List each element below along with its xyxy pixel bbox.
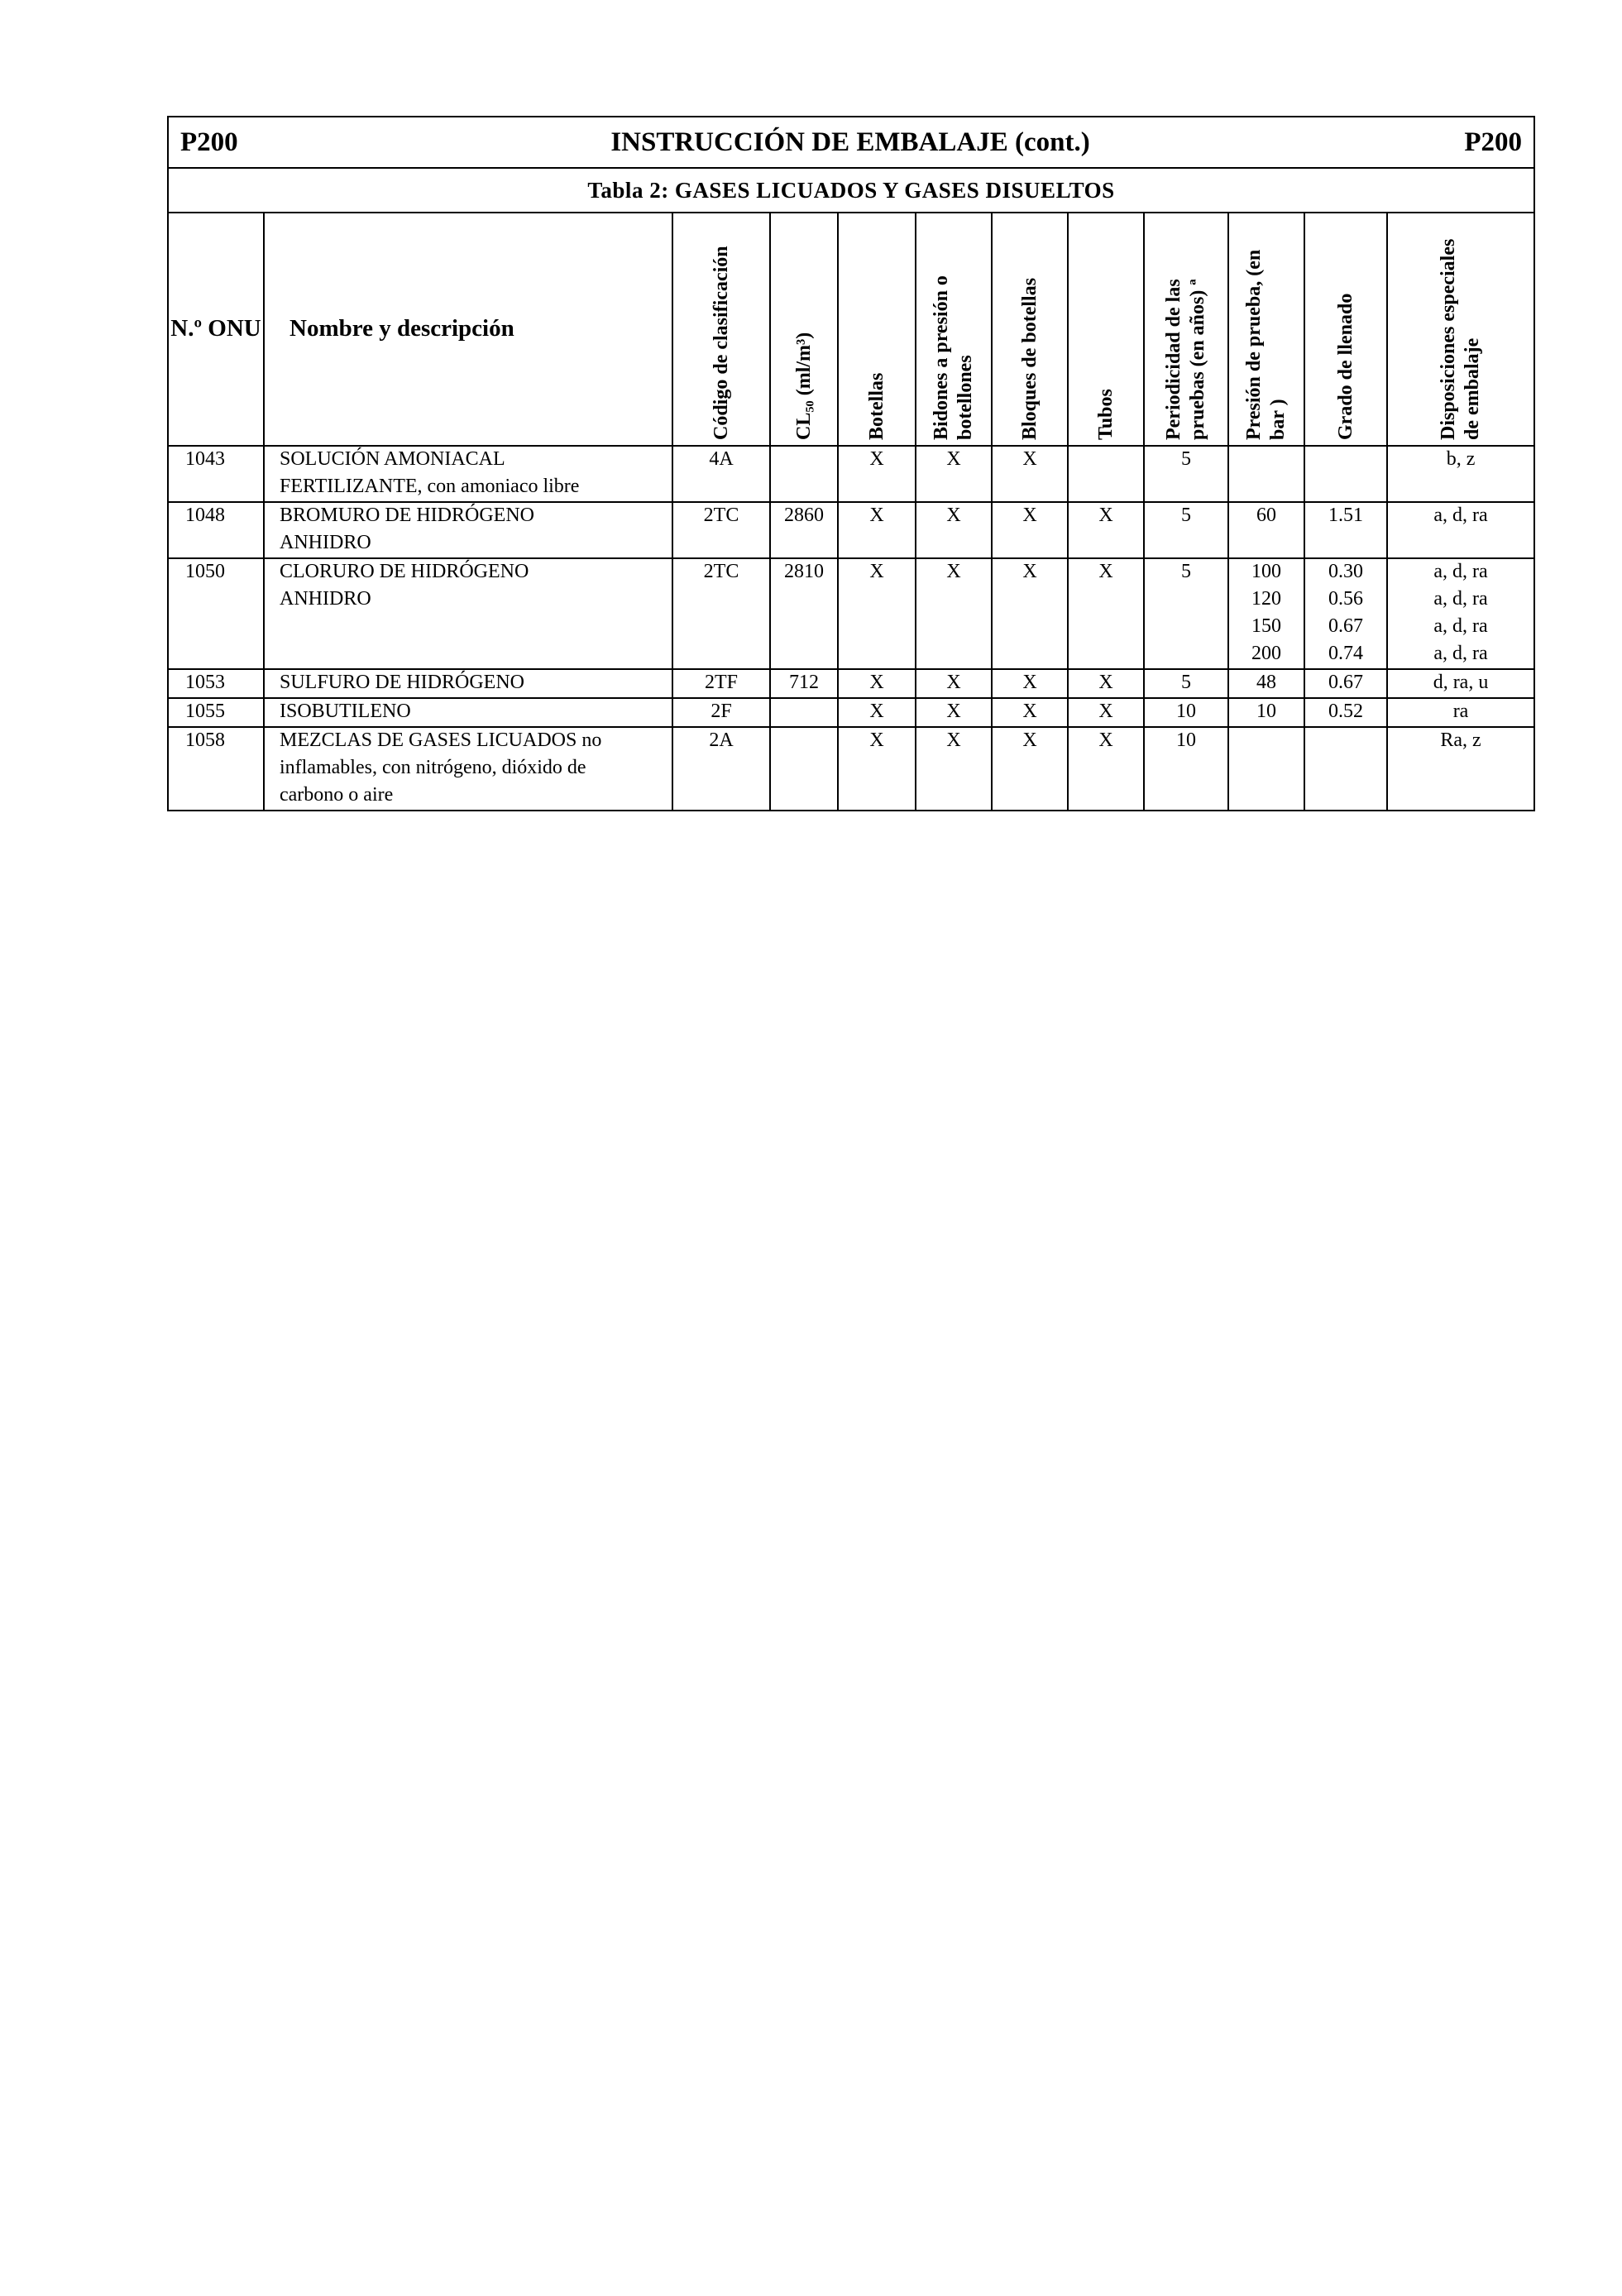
cell-line [1069,530,1143,557]
cell-line: X [1098,505,1113,526]
cell-line [993,586,1067,614]
cell-cl50 [770,558,838,669]
cell-line [916,641,991,668]
cell-line [993,530,1067,557]
cell-line: a, d, ra [1433,505,1488,526]
cell-line: X [869,561,884,582]
cell-line [1069,586,1143,614]
cell-blo [992,446,1068,502]
cell-onu [168,698,264,727]
cell-line [1069,755,1143,782]
cell-line: 10 [1256,701,1276,722]
cell-line: 2F [711,701,732,722]
cell-line: X [1098,729,1113,751]
cell-line: MEZCLAS DE GASES LICUADOS no [280,729,602,751]
cell-pres [1228,698,1304,727]
cell-tub [1068,558,1144,669]
cell-name [264,669,672,698]
cell-line [673,641,769,668]
cell-line [771,586,837,614]
cell-line [916,586,991,614]
cell-line [1145,755,1227,782]
cell-line: 10 [1176,729,1196,751]
cell-line: ISOBUTILENO [280,701,411,722]
cell-line [1305,474,1386,501]
cell-code [672,698,770,727]
cell-line: 2A [709,729,734,751]
col-header-cl50: CL₅₀ (ml/m³) [792,332,815,440]
cell-line: 0.67 [1328,615,1363,637]
cell-line: X [869,672,884,693]
cell-line: 10 [1176,701,1196,722]
cell-bot [838,669,916,698]
cell-line [1145,530,1227,557]
cell-line [1229,530,1304,557]
cell-disp [1387,502,1534,558]
cell-per [1144,669,1228,698]
cell-line: 1058 [185,729,225,751]
cell-name [264,446,672,502]
cell-line [839,641,915,668]
cell-line: 2TC [703,561,739,582]
cell-line: a, d, ra [1433,588,1488,610]
cell-line [771,447,837,474]
cell-line [673,474,769,501]
cell-line: SOLUCIÓN AMONIACAL [280,448,505,470]
cell-line: 150 [1251,615,1281,637]
cell-line: X [869,448,884,470]
cell-line [265,614,672,641]
cell-line [673,530,769,557]
cell-line [916,474,991,501]
cell-bot [838,558,916,669]
cell-line [169,586,263,614]
cell-line [1229,474,1304,501]
cell-line: 4A [709,448,734,470]
cell-line: X [946,701,961,722]
cell-line [771,614,837,641]
cell-line [1069,641,1143,668]
cell-tub [1068,698,1144,727]
cell-line: 0.67 [1328,672,1363,693]
cell-bid [916,669,992,698]
cell-bot [838,446,916,502]
cell-line [1145,641,1227,668]
table-subtitle: Tabla 2: GASES LICUADOS Y GASES DISUELTOS [168,168,1534,213]
cell-onu [168,502,264,558]
cell-line [673,755,769,782]
cell-line: X [1022,448,1037,470]
cell-per [1144,558,1228,669]
cell-cl50 [770,502,838,558]
cell-name [264,558,672,669]
cell-blo [992,502,1068,558]
cell-line [1229,728,1304,755]
cell-line: 0.30 [1328,561,1363,582]
col-header-presion: Presión de prueba, (en bar ) [1243,249,1289,440]
cell-per [1144,446,1228,502]
cell-grado [1304,727,1387,811]
cell-cl50 [770,727,838,811]
cell-line [993,782,1067,810]
table-row [168,446,1534,502]
cell-blo [992,698,1068,727]
cell-line: 1050 [185,561,225,582]
cell-cl50 [770,446,838,502]
cell-line: 48 [1256,672,1276,693]
cell-bid [916,727,992,811]
cell-line: X [1098,672,1113,693]
cell-onu [168,669,264,698]
cell-line: 60 [1256,505,1276,526]
cell-line: Ra, z [1440,729,1481,751]
table-row [168,669,1534,698]
cell-line [771,728,837,755]
cell-line: 2TF [704,672,738,693]
cell-line [1145,586,1227,614]
cell-line: X [1022,729,1037,751]
cell-line: b, z [1446,448,1476,470]
cell-line: X [1022,561,1037,582]
cell-line: a, d, ra [1433,643,1488,664]
cell-grado [1304,502,1387,558]
cell-line: carbono o aire [280,784,394,806]
packing-instruction-sheet [167,116,1533,811]
table-row [168,502,1534,558]
cell-line [1305,447,1386,474]
cell-line [169,782,263,810]
cell-line: CLORURO DE HIDRÓGENO [280,561,529,582]
cell-line: 0.56 [1328,588,1363,610]
cell-grado [1304,558,1387,669]
cell-line [169,530,263,557]
cell-tub [1068,727,1144,811]
cell-line: 2860 [784,505,824,526]
cell-line: X [946,729,961,751]
col-header-botellas: Botellas [865,372,888,440]
cell-line: 0.74 [1328,643,1363,664]
cell-name [264,727,672,811]
cell-line [771,474,837,501]
cell-line: 1055 [185,701,225,722]
cell-line [673,586,769,614]
cell-line [839,586,915,614]
cell-per [1144,727,1228,811]
cell-line [916,755,991,782]
cell-line: 2810 [784,561,824,582]
cell-line [771,530,837,557]
cell-line: 1053 [185,672,225,693]
col-header-tubos: Tubos [1094,389,1117,440]
cell-line [839,614,915,641]
cell-per [1144,502,1228,558]
cell-cl50 [770,698,838,727]
cell-line: a, d, ra [1433,561,1488,582]
cell-line [839,755,915,782]
cell-line: ANHIDRO [280,532,371,553]
cell-grado [1304,446,1387,502]
cell-line: X [869,505,884,526]
cell-line [1305,728,1386,755]
cell-line [1229,755,1304,782]
cell-line [169,641,263,668]
cell-line: d, ra, u [1433,672,1489,693]
cell-line [993,755,1067,782]
cell-line [1069,782,1143,810]
cell-code [672,502,770,558]
col-header-nombre: Nombre y descripción [264,213,672,446]
cell-line: 712 [789,672,819,693]
cell-line [771,782,837,810]
cell-line: X [1022,505,1037,526]
cell-disp [1387,558,1534,669]
cell-line [673,782,769,810]
cell-tub [1068,669,1144,698]
cell-code [672,558,770,669]
cell-line [673,614,769,641]
cell-line [916,530,991,557]
cell-line [1305,755,1386,782]
cell-name [264,502,672,558]
cell-grado [1304,669,1387,698]
cell-line [1145,614,1227,641]
cell-line: 1048 [185,505,225,526]
cell-bid [916,698,992,727]
cell-per [1144,698,1228,727]
cell-line [839,782,915,810]
cell-line: X [1098,701,1113,722]
cell-line [1229,447,1304,474]
cell-tub [1068,502,1144,558]
cell-pres [1228,669,1304,698]
title-row [168,117,1534,168]
cell-line: BROMURO DE HIDRÓGENO [280,505,535,526]
cell-line: X [946,505,961,526]
cell-onu [168,727,264,811]
cell-blo [992,558,1068,669]
column-header-row [168,213,1534,446]
instruction-code-left: P200 [180,127,238,157]
cell-pres [1228,558,1304,669]
cell-disp [1387,669,1534,698]
cell-line [1069,474,1143,501]
cell-grado [1304,698,1387,727]
col-header-periodicidad: Periodicidad de las pruebas (en años) ª [1163,279,1208,440]
cell-line [771,699,837,726]
cell-bot [838,727,916,811]
col-header-bidones: Bidones a presión o botellones [931,275,976,440]
col-header-grado: Grado de llenado [1334,293,1356,440]
cell-line: FERTILIZANTE, con amoniaco libre [280,476,580,497]
cell-line [1388,530,1533,557]
page-title: INSTRUCCIÓN DE EMBALAJE (cont.) [610,127,1090,157]
cell-bid [916,558,992,669]
cell-line [993,474,1067,501]
cell-pres [1228,446,1304,502]
cell-line: 200 [1251,643,1281,664]
cell-line: 1043 [185,448,225,470]
cell-blo [992,669,1068,698]
col-header-onu: N.º ONU [168,213,264,446]
cell-name [264,698,672,727]
cell-pres [1228,502,1304,558]
cell-disp [1387,727,1534,811]
cell-line: inflamables, con nitrógeno, dióxido de [280,757,586,778]
cell-line [771,641,837,668]
cell-line [839,474,915,501]
cell-line [916,614,991,641]
cell-line [1069,614,1143,641]
cell-line: 5 [1181,448,1191,470]
cell-line: X [946,672,961,693]
cell-line [993,614,1067,641]
cell-line: a, d, ra [1433,615,1488,637]
cell-line [839,530,915,557]
cell-line: 100 [1251,561,1281,582]
cell-line [993,641,1067,668]
cell-code [672,669,770,698]
cell-line [1145,474,1227,501]
cell-line: 1.51 [1328,505,1363,526]
cell-line [916,782,991,810]
cell-cl50 [770,669,838,698]
subtitle-row [168,168,1534,213]
cell-line [1305,530,1386,557]
cell-blo [992,727,1068,811]
cell-bot [838,698,916,727]
cell-code [672,727,770,811]
cell-bid [916,502,992,558]
cell-line [1145,782,1227,810]
cell-line: X [946,448,961,470]
cell-line: X [1098,561,1113,582]
cell-disp [1387,698,1534,727]
cell-line: X [869,729,884,751]
cell-bot [838,502,916,558]
cell-line: 5 [1181,672,1191,693]
cell-line [1229,782,1304,810]
cell-line: ra [1452,701,1469,722]
cell-tub [1068,446,1144,502]
col-header-disposiciones: Disposiciones especiales de embalaje [1438,238,1484,440]
cell-line: ANHIDRO [280,588,371,610]
cell-line: X [946,561,961,582]
cell-line [1388,782,1533,810]
cell-disp [1387,446,1534,502]
cell-line: X [869,701,884,722]
cell-line [169,474,263,501]
cell-line [169,755,263,782]
gases-table [167,116,1535,811]
cell-line [1069,447,1143,474]
cell-line: 120 [1251,588,1281,610]
cell-pres [1228,727,1304,811]
table-body [168,446,1534,811]
table-row [168,558,1534,669]
cell-line [265,641,672,668]
cell-line [771,755,837,782]
cell-line: 0.52 [1328,701,1363,722]
table-row [168,698,1534,727]
cell-onu [168,446,264,502]
cell-line: SULFURO DE HIDRÓGENO [280,672,525,693]
col-header-bloques: Bloques de botellas [1018,277,1041,440]
cell-line: 2TC [703,505,739,526]
cell-line [1388,755,1533,782]
cell-bid [916,446,992,502]
cell-line: 5 [1181,561,1191,582]
col-header-codigo: Código de clasificación [710,246,732,440]
table-row [168,727,1534,811]
cell-line [1305,782,1386,810]
cell-line: X [1022,701,1037,722]
cell-line: X [1022,672,1037,693]
cell-line [169,614,263,641]
cell-onu [168,558,264,669]
cell-code [672,446,770,502]
cell-line [1388,474,1533,501]
cell-line: 5 [1181,505,1191,526]
instruction-code-right: P200 [1464,127,1523,157]
